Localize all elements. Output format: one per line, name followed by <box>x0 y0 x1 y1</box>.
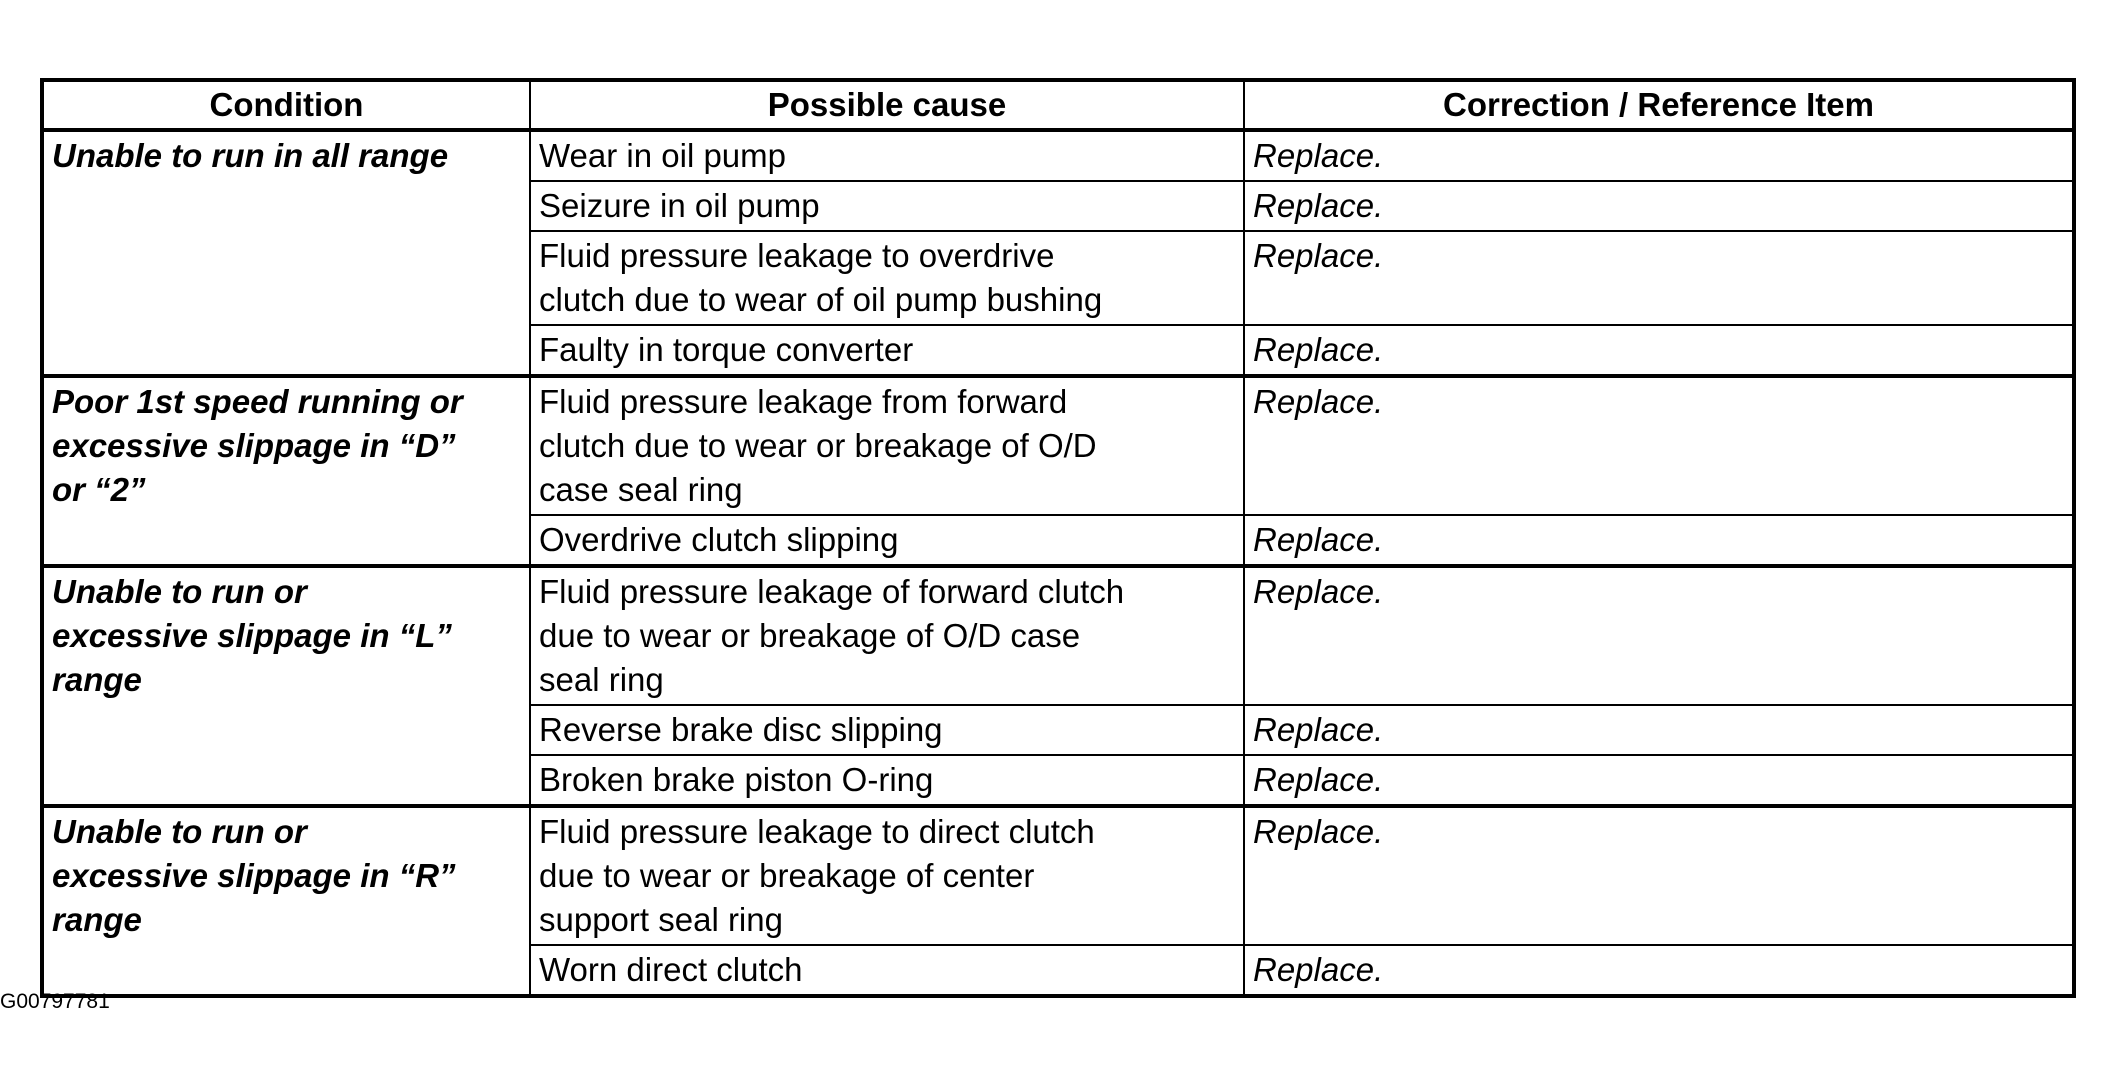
cause-cell: Fluid pressure leakage from forward clutch due to wear or breakage of O/D case seal ring <box>530 376 1244 515</box>
table-row <box>42 566 2074 705</box>
correction-cell: Replace. <box>1244 325 2074 376</box>
figure-id: G00797781 <box>0 990 110 1013</box>
cause-cell: Wear in oil pump <box>530 130 1244 181</box>
cause-cell: Fluid pressure leakage of forward clutch due to wear or breakage of O/D case seal ring <box>530 566 1244 705</box>
condition-cell: Unable to run in all range <box>42 130 530 376</box>
condition-cell: Poor 1st speed running or excessive slippage in “D” or “2” <box>42 376 530 566</box>
cause-cell: Seizure in oil pump <box>530 181 1244 231</box>
cause-cell: Overdrive clutch slipping <box>530 515 1244 566</box>
condition-cell: Unable to run or excessive slippage in “L” range <box>42 566 530 806</box>
table-header-row <box>42 80 2074 130</box>
correction-cell: Replace. <box>1244 705 2074 755</box>
correction-cell: Replace. <box>1244 181 2074 231</box>
table-row <box>42 130 2074 181</box>
condition-cell: Unable to run or excessive slippage in “R” range <box>42 806 530 996</box>
cause-cell: Broken brake piston O-ring <box>530 755 1244 806</box>
correction-cell: Replace. <box>1244 515 2074 566</box>
header-condition: Condition <box>42 80 530 130</box>
cause-cell: Reverse brake disc slipping <box>530 705 1244 755</box>
troubleshooting-table <box>40 78 2076 998</box>
correction-cell: Replace. <box>1244 376 2074 515</box>
table-body <box>42 130 2074 996</box>
correction-cell: Replace. <box>1244 806 2074 945</box>
table-row <box>42 376 2074 515</box>
cause-cell: Fluid pressure leakage to overdrive clutch due to wear of oil pump bushing <box>530 231 1244 325</box>
header-correction: Correction / Reference Item <box>1244 80 2074 130</box>
header-possible-cause: Possible cause <box>530 80 1244 130</box>
correction-cell: Replace. <box>1244 755 2074 806</box>
cause-cell: Worn direct clutch <box>530 945 1244 996</box>
correction-cell: Replace. <box>1244 566 2074 705</box>
cause-cell: Faulty in torque converter <box>530 325 1244 376</box>
correction-cell: Replace. <box>1244 231 2074 325</box>
correction-cell: Replace. <box>1244 130 2074 181</box>
table-row <box>42 806 2074 945</box>
correction-cell: Replace. <box>1244 945 2074 996</box>
cause-cell: Fluid pressure leakage to direct clutch due to wear or breakage of center support seal ring <box>530 806 1244 945</box>
